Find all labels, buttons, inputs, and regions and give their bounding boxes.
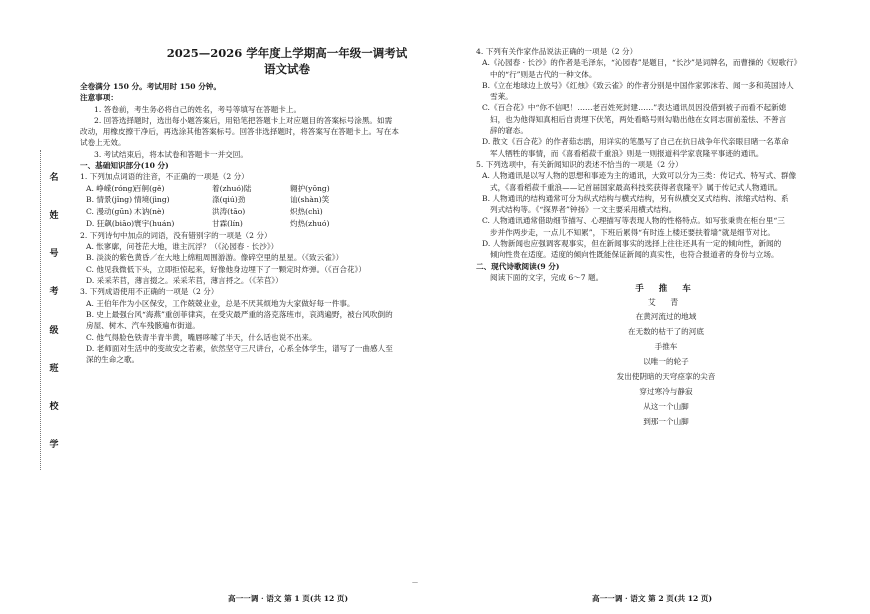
option-cell: 寰宇(huán)	[134, 219, 175, 229]
notice-line: 2. 回答选择题时，选出每小题答案后，用铅笔把答题卡上对应题目的答案标号涂黑。如需	[94, 115, 393, 125]
q5-line: B. 人物通讯的结构通常可分为纵式结构与横式结构，另有纵横交叉式结构、浓缩式结构、系	[482, 193, 789, 203]
q5-line: 倾向性贵在适度。适度的倾向性既能保证新闻的真实性，也符合报道者的身份与立场。	[490, 250, 779, 260]
poem-author: 艾 青	[647, 298, 685, 308]
q2-option: D. 采采芣苢，薄言掇之。采采芣苢，薄言捋之。（《芣苢》）	[86, 276, 283, 286]
q3-option: 深的生命之歌。	[86, 355, 140, 365]
option-cell: 情境(jìng)	[134, 195, 170, 205]
poem-line: 在黄河流过的地域	[635, 312, 697, 322]
q3-option: 房屋、树木、汽车残骸遍布街道。	[86, 321, 200, 331]
q5-line: D. 人物新闻也应强调客观事实，但在新闻事实的选择上往往还具有一定的倾向性，新闻的	[482, 239, 782, 249]
q1-option-row	[80, 206, 464, 218]
poem-line: 手推车	[654, 342, 678, 352]
q3-option: C. 他气得脸色铁青半青半黄，嘴唇哆嗦了半天，什么话也说不出来。	[86, 332, 317, 342]
q1-option-row	[80, 218, 464, 230]
option-cell: 百舸(gě)	[134, 183, 165, 193]
q5-line: 步并作两步走，一点儿不知累”，下班后累得“有时连上楼还要扶着墙”就是细节对比。	[490, 227, 776, 237]
option-cell: 洪涛(tāo)	[212, 207, 246, 217]
option-cell: 炽热(chì)	[290, 207, 323, 217]
question-1: 1. 下列加点词语的注音，不正确的一项是（2 分）	[80, 172, 249, 182]
page-footer-right: 高一一调 · 语文 第 2 页(共 12 页)	[592, 594, 713, 603]
binding-char: 校	[49, 401, 59, 412]
q4-line: 中的“行”则是古代的一种文体。	[490, 69, 597, 79]
option-cell: D. 狂飙(biāo)	[86, 219, 135, 229]
option-cell: 甘霖(lín)	[212, 219, 243, 229]
q2-option: C. 他见我微低下头，立即拒惊起来，好像他身边埋下了一颗定时炸弹。（《百合花》）	[86, 264, 366, 274]
notice-heading: 注意事项：	[80, 93, 118, 103]
binding-char: 级	[49, 325, 59, 336]
notice-line: 试卷上无效。	[80, 138, 126, 148]
reading-intro: 阅读下面的文字，完成 6～7 题。	[490, 272, 604, 282]
score-time: 全卷满分 150 分。考试用时 150 分钟。	[80, 82, 221, 91]
binding-dotted-line	[40, 150, 42, 470]
option-cell: 木讷(nè)	[134, 207, 165, 217]
poem-line: 发出使阴暗的天穹痉挛的尖音	[616, 372, 716, 382]
poem-line: 从这一个山脚	[643, 402, 689, 412]
notice-line: 改动，用橡皮擦干净后，再选涂其他答案标号。回答非选择题时，将答案写在答题卡上。写在本	[80, 127, 399, 137]
poem-line: 以唯一的轮子	[643, 357, 689, 367]
notice-line: 1. 答卷前，考生务必将自己的姓名，考号等填写在答题卡上。	[94, 104, 302, 114]
option-cell: A. 峥嵘(róng)	[86, 183, 136, 193]
option-cell: C. 漫动(gūn)	[86, 207, 133, 217]
option-cell: 着(zhuó)陆	[212, 183, 252, 193]
binding-char: 班	[49, 363, 59, 374]
q1-option-row	[80, 194, 464, 206]
q2-option: B. 淡淡的紫色黄昏／在大地上绵粗周围游游。像碎空里的星星。（《致云雀》）	[86, 253, 344, 263]
binding-char: 考	[49, 287, 59, 298]
binding-char: 名	[49, 173, 59, 183]
binding-char: 学	[49, 439, 59, 450]
page-footer-left: 高一一调 · 语文 第 1 页(共 12 页)	[228, 594, 349, 603]
q2-option: A. 怅寥廓，问苍茫大地，谁主沉浮？（《沁园春 · 长沙》）	[86, 242, 279, 252]
q1-option-row	[80, 183, 464, 195]
q4-line: A.《沁园春 · 长沙》的作者是毛泽东，“沁园春”是题目，“长沙”是词牌名，而曹操的《短歌行》	[482, 58, 802, 68]
q4-line: 雪莱。	[490, 92, 513, 102]
option-cell: B. 情景(jǐng)	[86, 195, 133, 205]
q4-line: C.《百合花》中“你不信吧！……老百姓死封建……”表达通讯员因没借到被子而看不起新媳	[482, 103, 787, 113]
binding-char: 姓	[49, 211, 59, 222]
poem-line: 到那一个山脚	[643, 417, 689, 427]
q3-option: D. 老师面对生活中的变故安之若素，依然坚守三尺讲台，心系全体学生，谱写了一曲感人至	[86, 343, 393, 353]
binding-margin-labels	[44, 170, 64, 450]
q5-line: A. 人物通讯是以写人物的思想和事迹为主的通讯，大致可以分为三类：传记式、特写式、群像	[482, 171, 797, 181]
section-heading: 二、现代诗歌阅读(9 分)	[476, 261, 560, 271]
poem-title: 手 推 车	[635, 284, 697, 295]
q4-line: 妇，也为他得知真相后自责埋下伏笔，两处看略号则勾勒出他在女同志面前羞怯、不善言	[490, 114, 787, 124]
right-page	[476, 0, 856, 614]
option-cell: 翱护(yōng)	[290, 183, 330, 193]
q5-line: 式，《喜看稻菽千重浪——记首届国家最高科技奖获得者袁隆平》属于传记式人物通讯。	[490, 182, 783, 192]
q4-line: D. 散文《百合花》的作者茹志鹃，用详实的笔墨写了自己在抗日战争年代亲眼目睹一名革命	[482, 137, 789, 147]
option-cell: 讪(shàn)笑	[290, 195, 330, 205]
question-2: 2. 下列诗句中加点的词语，没有错别字的一项是（2 分）	[80, 230, 272, 240]
question-5: 5. 下列选项中，有关新闻知识的表述不恰当的一项是（2 分）	[476, 159, 683, 169]
option-cell: 涤(qiú)劲	[212, 195, 246, 205]
section-heading: 一、基础知识部分(10 分)	[80, 161, 169, 171]
option-cell: 灼热(zhuó)	[290, 219, 330, 229]
binding-char: 号	[49, 249, 59, 260]
poem-line: 在无数的枯干了的河底	[628, 327, 704, 337]
q3-option: B. 史上最强台风“海燕”重创菲律宾，在受灾最严重的洛克落班市，哀鸿遍野，被台风吹倒的	[86, 309, 393, 319]
q5-line: C. 人物通讯通常借助细节描写、心理描写等表现人物的性格特点。如写张秉贵在柜台里“三	[482, 216, 785, 226]
exam-subtitle: 语文试卷	[264, 62, 310, 76]
question-4: 4. 下列有关作家作品说法正确的一项是（2 分）	[476, 47, 638, 56]
q5-line: 列式结构等。《“探界者”钟扬》一文主要采用横式结构。	[490, 205, 677, 215]
center-mark: —	[412, 579, 418, 586]
notice-line: 3. 考试结束后，将本试卷和答题卡一并交回。	[94, 149, 248, 159]
q4-line: 辞的窘态。	[490, 126, 528, 136]
q4-line: 军人牺牲的事情，而《喜看稻菽千重浪》则是一则报道科学家袁隆平事迹的通讯。	[490, 148, 764, 158]
exam-title: 2025—2026 学年度上学期高一年级一调考试	[166, 46, 408, 60]
q4-line: B.《立在地球边上放号》《红烛》《致云雀》的作者分别是中国作家郭沫若、闻一多和英国诗人	[482, 80, 794, 90]
q3-option: A. 王伯年作为小区保安，工作兢兢业业，总是不厌其烦地为大家做好每一件事。	[86, 298, 355, 308]
poem-line: 穿过寒冷与静寂	[639, 387, 693, 397]
question-3: 3. 下列成语使用不正确的一项是（2 分）	[80, 287, 219, 297]
left-page	[80, 0, 464, 614]
